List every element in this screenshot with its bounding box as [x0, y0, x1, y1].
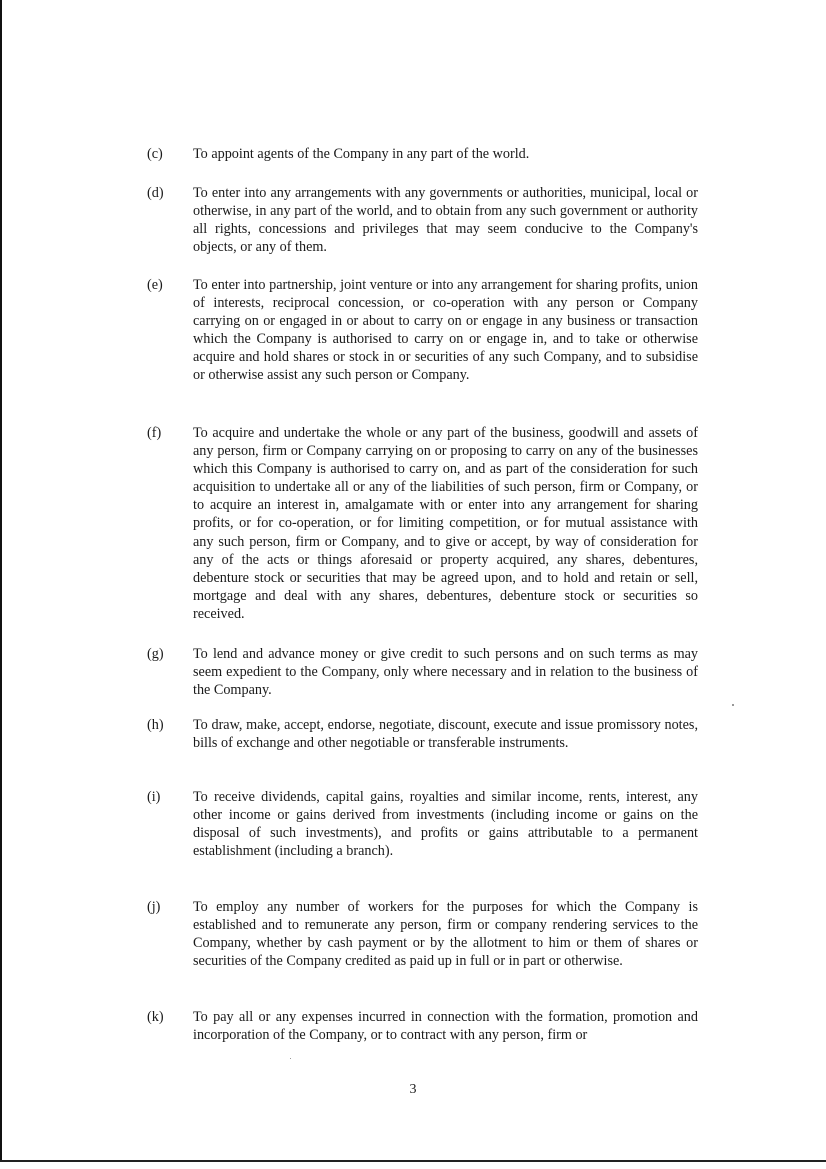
clause-text: To lend and advance money or give credit to such persons and on such terms as may seem expedient to the Company, only where necessary and in relation to the business of the Company.	[193, 646, 698, 699]
page-number: 3	[409, 1082, 417, 1097]
clause-label: (k)	[147, 1009, 164, 1025]
clause-text: To employ any number of workers for the purposes for which the Company is established and to remunerate any person, firm or company rendering services to the Company, whether by cash payment or by the allotment to him or them of shares or securities of the Company credited as paid up in full or in part or otherwise.	[193, 899, 698, 970]
clause-text: To draw, make, accept, endorse, negotiate, discount, execute and issue promissory notes, bills of exchange and other negotiable or transferable instruments.	[193, 717, 698, 752]
page-left-edge	[0, 0, 2, 1162]
clause-label: (f)	[147, 425, 162, 441]
clause-text: To acquire and undertake the whole or any part of the business, goodwill and assets of any person, firm or Company carrying on or proposing to carry on any of the businesses which this Company is authorised to carry on, and as part of the consideration for such acquisition to undertake all or any of the liabilities of such person, firm or Company, or to acquire an interest in, amalgamate with or enter into any arrangement for sharing profits, or for co-operation, or for limiting competition, or for mutual assistance with any such person, firm or Company, and to give or accept, by way of consideration for any of the acts or things aforesaid or property acquired, any shares, debentures, debenture stock or securities that may be agreed upon, and to hold and retain or sell, mortgage and deal with any shares, debentures, debenture stock or securities so received.	[193, 425, 698, 622]
clause-label: (c)	[147, 146, 163, 162]
clause-text: To receive dividends, capital gains, royalties and similar income, rents, interest, any other income or gains derived from investments (including income or gains on the disposal of such investments), and profits or gains attributable to a permanent establishment (including a branch).	[193, 789, 698, 860]
scan-speck	[290, 1058, 291, 1059]
clause-text: To enter into any arrangements with any governments or authorities, municipal, local or otherwise, in any part of the world, and to obtain from any such government or authority all rights, concessions and privileges that may seem conducive to the Company's objects, or any of them.	[193, 185, 698, 256]
clause-label: (e)	[147, 277, 163, 293]
clause-label: (i)	[147, 789, 161, 805]
clause-label: (g)	[147, 646, 164, 662]
clause-label: (j)	[147, 899, 161, 915]
clause-text: To enter into partnership, joint venture or into any arrangement for sharing profits, union of interests, reciprocal concession, or co-operation with any person or Company carrying on or engaged in or about to carry on or engage in any business or transaction which the Company is authorised to carry on or engage in, and to take or otherwise acquire and hold shares or stock in or securities of any such Company, and to subsidise or otherwise assist any such person or Company.	[193, 277, 698, 384]
clause-label: (h)	[147, 717, 164, 733]
page-bottom-edge	[0, 1160, 826, 1162]
clause-label: (d)	[147, 185, 164, 201]
clause-text: To pay all or any expenses incurred in connection with the formation, promotion and incorporation of the Company, or to contract with any person, firm or	[193, 1009, 698, 1044]
clause-text: To appoint agents of the Company in any part of the world.	[193, 146, 530, 162]
scan-speck	[732, 704, 734, 706]
